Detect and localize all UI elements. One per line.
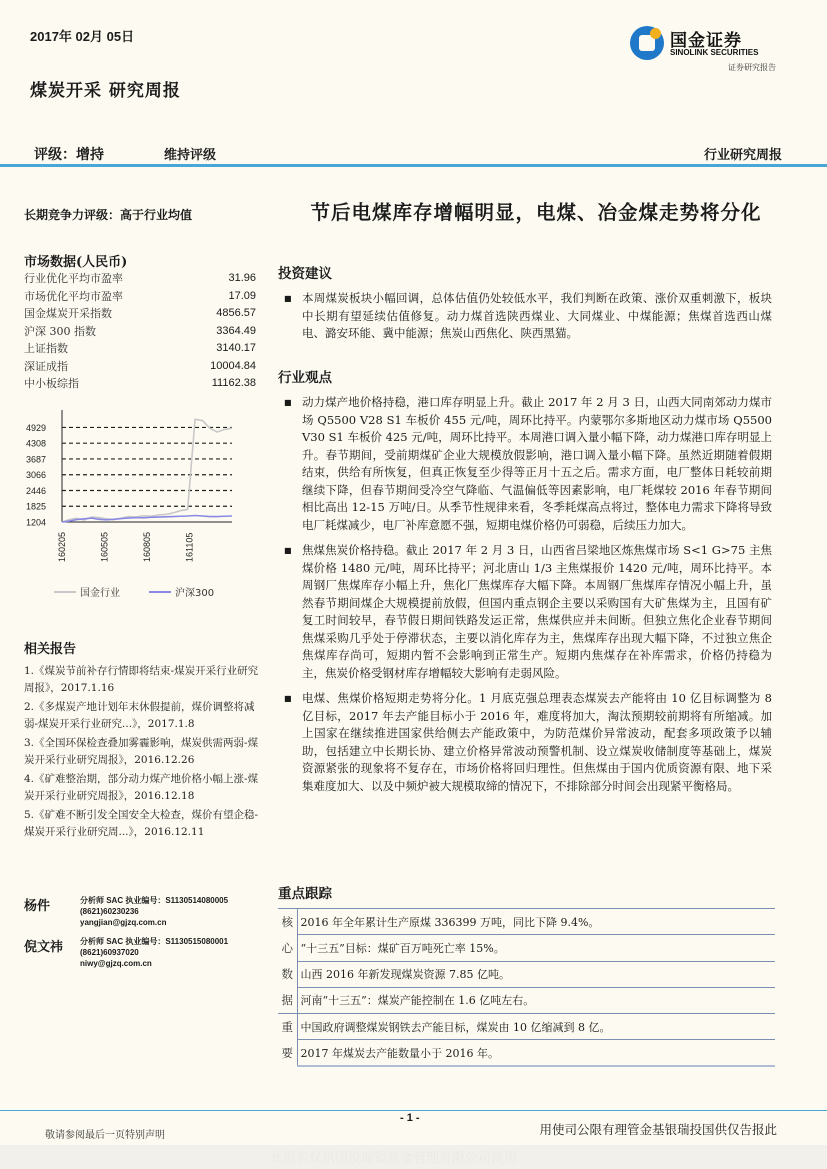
table-cell: 河南“十三五”：煤炭产能控制在 1.6 亿吨左右。 <box>297 987 775 1013</box>
bullet-square-icon: ■ <box>284 398 292 407</box>
table-row <box>278 935 775 961</box>
logo-cn: 国金证券 <box>670 31 742 51</box>
svg-text:160805: 160805 <box>142 531 152 562</box>
analyst-license: 分析师 SAC 执业编号：S1130515080001 <box>80 937 229 946</box>
market-value: 4856.57 <box>216 307 256 319</box>
related-report-link[interactable]: 5.《矿难不断引发全国安全大检查，煤价有望企稳-煤炭开采行业研究周...》，2016.12.11 <box>24 809 259 838</box>
market-row <box>24 305 256 323</box>
svg-text:2446: 2446 <box>26 485 47 496</box>
market-value: 10004.84 <box>210 359 256 372</box>
report-type: 煤炭开采 研究周报 <box>30 81 181 101</box>
table-row <box>278 961 775 987</box>
market-label: 市场优化平均市盈率 <box>24 289 123 303</box>
investment-item <box>278 290 798 343</box>
market-row <box>24 340 256 358</box>
report-date: 2017年 02月 05日 <box>30 29 135 44</box>
disclaimer: 敬请参阅最后一页特别声明 <box>45 1130 165 1141</box>
logo-icon <box>630 26 664 60</box>
market-row <box>24 288 256 306</box>
svg-text:4308: 4308 <box>26 438 47 449</box>
related-report-link[interactable]: 2.《多煤炭产地计划年末休假提前，煤价调整将减弱-煤炭开采行业研究...》，2017.1.8 <box>24 701 255 730</box>
focus-section <box>278 882 798 1067</box>
related-title: 相关报告 <box>24 642 77 657</box>
sidebar <box>24 206 256 393</box>
view-text: 电煤、焦煤价格短期走势将分化。1 月底克强总理表态煤炭去产能将由 10 亿目标调整为 8 亿目标，2017 年去产能目标小于 2016 年，难度将加大，淘汰预期较前期将有所缩减。加上国家在继续推进国家供给侧去产能政策中，为防范煤价异常波动，配套多项政策予以辅助，包括建立中长期长协、建立价格异常波动预警机制、设立煤炭收储制度等基础上，煤炭资源紧张的现象将不复存在，市场价格将回归理性。但焦煤由于国内优质资源有限、地下采集难度加大、以及中频炉被大规模取缔的情况下，不排除部分时间会出现紧平衡格局。 <box>302 691 772 793</box>
market-data-list <box>24 270 256 393</box>
view-item <box>278 542 798 682</box>
market-label: 深证成指 <box>24 359 68 373</box>
market-label: 国金煤炭开采指数 <box>24 307 112 320</box>
focus-title: 重点跟踪 <box>278 886 332 902</box>
logo-sub: 证券研究报告 <box>728 63 776 72</box>
index-chart <box>24 410 244 605</box>
market-row <box>24 375 256 393</box>
related-report-link[interactable]: 1.《煤炭节前补存行情即将结束-煤炭开采行业研究周报》，2017.1.16 <box>24 665 259 694</box>
logo-en: SINOLINK SECURITIES <box>670 48 759 57</box>
table-cell: 2016 年全年累计生产原煤 336399 万吨，同比下降 9.4%。 <box>297 909 775 935</box>
svg-text:沪深300: 沪深300 <box>175 588 215 599</box>
market-row <box>24 270 256 288</box>
company-logo <box>630 26 798 74</box>
table-cell: 山西 2016 年新发现煤炭资源 7.85 亿吨。 <box>297 961 775 987</box>
market-row <box>24 323 256 341</box>
svg-text:3066: 3066 <box>26 470 47 481</box>
investment-title: 投资建议 <box>278 266 332 282</box>
investment-section <box>278 262 798 343</box>
market-data-title: 市场数据(人民币) <box>24 255 128 270</box>
table-cell: 中国政府调整煤炭钢铁去产能目标，煤炭由 10 亿缩减到 8 亿。 <box>297 1014 775 1040</box>
view-item <box>278 394 798 534</box>
market-value: 17.09 <box>228 289 256 302</box>
core-data-label: 核 心 数 据 <box>278 909 297 1014</box>
market-label: 上证指数 <box>24 342 68 355</box>
svg-text:1825: 1825 <box>26 501 47 512</box>
headline: 节后电煤库存增幅明显，电煤、冶金煤走势将分化 <box>310 201 762 224</box>
market-value: 31.96 <box>228 272 256 284</box>
analyst-card <box>24 936 274 969</box>
related-reports <box>24 638 266 843</box>
header-divider <box>0 164 827 167</box>
svg-text:160205: 160205 <box>57 531 67 562</box>
bullet-square-icon: ■ <box>284 694 292 703</box>
long-term-rating: 长期竞争力评级：高于行业均值 <box>24 208 193 222</box>
analyst-name: 倪文祎 <box>24 940 64 955</box>
table-row <box>278 1040 775 1066</box>
focus-table <box>278 908 775 1067</box>
market-label: 中小板综指 <box>24 377 79 390</box>
footer-divider <box>0 1110 827 1111</box>
svg-text:3687: 3687 <box>26 454 47 465</box>
rating-status: 维持评级 <box>164 148 217 163</box>
view-text: 焦煤焦炭价格持稳。截止 2017 年 2 月 3 日，山西省吕梁地区炼焦煤市场 S<1 G>75 主焦煤价格 1480 元/吨，周环比持平；河北唐山 1/3 主焦煤报价 1420 元/吨，周环比持平。本周钢厂焦煤库存小幅上升，焦化厂焦煤库存大幅下降。本周钢厂焦煤库存情况小幅上升，虽然春节期间煤企大规模提前放假，但国内重点钢企主要以采购国有大矿焦煤为主，且国有矿复工时间较早，春节假日期间铁路发运正常，焦煤供应并未间断。但独立焦化企业春节期间焦煤采购几乎处于停滞状态，主要以消化库存为主，焦煤库存出现大幅下降，不过独立焦企焦煤库存尚可，短期内暂不会影响到正常生产。短期内焦煤存在补库需求，价格仍持稳为主，焦炭价格受钢材库存增幅较大影响有走弱风险。 <box>302 543 772 680</box>
svg-text:国金行业: 国金行业 <box>80 588 120 599</box>
table-cell: 2017 年煤炭去产能数量小于 2016 年。 <box>297 1040 775 1066</box>
bullet-square-icon: ■ <box>284 294 292 303</box>
doc-kind: 行业研究周报 <box>703 148 782 163</box>
svg-text:161105: 161105 <box>184 532 195 562</box>
bullet-square-icon: ■ <box>284 546 292 555</box>
svg-text:1204: 1204 <box>26 517 47 528</box>
industry-view-section <box>278 366 798 803</box>
page-number: - 1 - <box>400 1112 420 1124</box>
analyst-email[interactable]: yangjian@gjzq.com.cn <box>80 918 167 927</box>
analyst-license: 分析师 SAC 执业编号：S1130514080005 <box>80 896 229 905</box>
table-row <box>278 987 775 1013</box>
analyst-name: 杨件 <box>24 899 51 914</box>
analyst-phone: (8621)60937020 <box>80 948 139 957</box>
analyst-email[interactable]: niwy@gjzq.com.cn <box>80 959 152 968</box>
table-cell: “十三五”目标：煤矿百万吨死亡率 15%。 <box>297 935 775 961</box>
table-row <box>278 909 775 935</box>
svg-text:4929: 4929 <box>26 422 47 433</box>
market-row <box>24 358 256 376</box>
related-report-link[interactable]: 3.《全国环保检查叠加雾霾影响，煤炭供需两弱-煤炭开采行业研究周报》，2016.12.26 <box>24 737 259 766</box>
view-title: 行业观点 <box>278 370 332 386</box>
svg-text:160505: 160505 <box>99 531 110 562</box>
market-label: 行业优化平均市盈率 <box>24 272 123 285</box>
market-value: 11162.38 <box>211 377 256 389</box>
usage-notice: 用使司公限有理管金基银瑞投国供仅告报此 <box>539 1122 777 1137</box>
related-report-link[interactable]: 4.《矿难整治期，部分动力煤产地价格小幅上涨-煤炭开采行业研究周报》，2016.12.18 <box>24 773 259 802</box>
analysts <box>24 895 274 977</box>
view-text: 动力煤产地价格持稳，港口库存明显上升。截止 2017 年 2 月 3 日，山西大同南郊动力煤市场 Q5500 V28 S1 车板价 455 元/吨，周环比持平。内蒙鄂尔多斯地区动力煤市场 Q5500 V30 S1 车板价 425 元/吨，周环比持平。本周港口调入量小幅下降，动力煤港口库存明显上升。春节期间，受前期煤矿企业大规模放假影响，港口调入量小幅下降。虽然近期随着假期结束，供给有所恢复，但真正恢复至少得等正月十五之后。需求方面，电厂整体日耗较前期继续下降，但春节期间受冷空气降临、气温偏低等因素影响，电厂耗煤较 2016 年春节期间相比高出 12-15 万吨/日。从季节性规律来看，冬季耗煤高点将过，整体电力需求下降将导致电厂耗煤减少，电厂补库意愿不强，短期电煤价格仍可弱稳，后续压力加大。 <box>302 395 772 532</box>
rating: 评级：增持 <box>34 147 104 163</box>
investment-text: 本周煤炭板块小幅回调，总体估值仍处较低水平，我们判断在政策、涨价双重刺激下，板块中长期有望延续估值修复。动力煤首选陕西煤业、大同煤业、中煤能源；焦煤首选西山煤电、潞安环能、冀中能源；焦炭山西焦化、陕西黑猫。 <box>302 291 772 340</box>
key-news-label: 重 要 <box>278 1014 297 1067</box>
table-row <box>278 1014 775 1040</box>
analyst-phone: (8621)60230236 <box>80 907 139 916</box>
watermark: 此报告仅供国投瑞银基金管理有限公司使用 <box>270 1151 518 1166</box>
analyst-card <box>24 895 274 928</box>
market-value: 3140.17 <box>216 342 256 354</box>
market-label: 沪深 300 指数 <box>24 324 96 338</box>
market-value: 3364.49 <box>216 324 256 337</box>
view-item <box>278 690 798 795</box>
